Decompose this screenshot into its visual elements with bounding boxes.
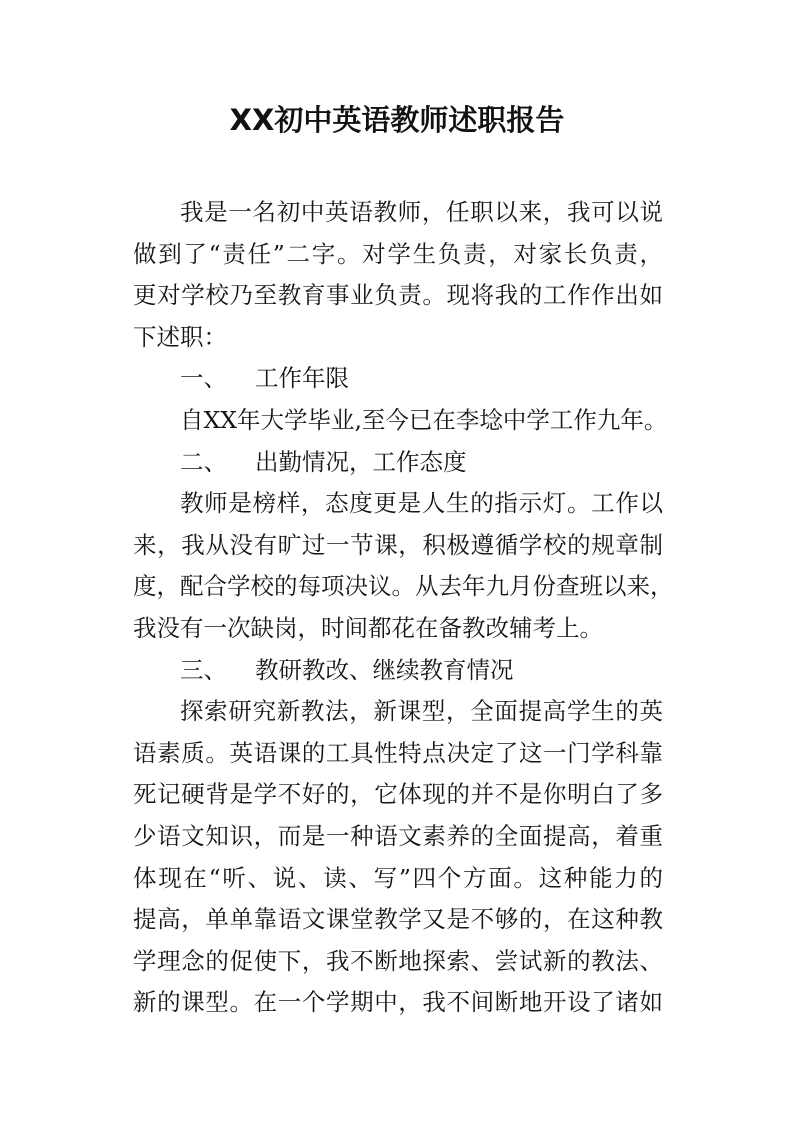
section-attendance [133, 442, 674, 650]
section-number: 一、 [180, 364, 227, 393]
section-heading-text: 教研教改、继续教育情况 [255, 655, 514, 684]
body-line: 死记硬背是学不好的，它体现的并不是你明白了多 [133, 780, 663, 809]
body-line: 探索研究新教法，新课型，全面提高学生的英 [180, 697, 663, 726]
body-line: 学理念的促使下，我不断地探索、尝试新的教法、 [133, 946, 663, 975]
body-line: 更对学校乃至教育事业负责。现将我的工作作出如 [133, 281, 663, 310]
body-line: 来，我从没有旷过一节课，积极遵循学校的规章制 [133, 530, 663, 559]
body-line: 下述职： [133, 322, 227, 351]
section-heading [133, 442, 663, 484]
document-title: XX初中英语教师述职报告 [229, 103, 565, 137]
body-line: 度，配合学校的每项决议。从去年九月份查班以来， [133, 572, 674, 601]
section-heading-text: 出勤情况，工作态度 [255, 447, 467, 476]
section-work-years [133, 358, 668, 441]
body-line: 语素质。英语课的工具性特点决定了这一门学科靠 [133, 738, 663, 767]
section-heading [133, 650, 663, 692]
section-number: 三、 [180, 655, 227, 684]
body-line: 做到了“责任”二字。对学生负责，对家长负责， [133, 239, 663, 268]
body-line: 体现在“听、说、读、写”四个方面。这种能力的 [133, 863, 663, 892]
body-line: 我是一名初中英语教师，任职以来，我可以说 [180, 198, 663, 226]
body-line: 新的课型。在一个学期中，我不间断地开设了诸如 [133, 988, 663, 1017]
section-teaching-research [133, 650, 663, 1024]
body-line: 少语文知识，而是一种语文素养的全面提高，着重 [133, 821, 663, 850]
section-number: 二、 [180, 447, 227, 476]
document-body [133, 192, 674, 1024]
body-line: 自XX年大学毕业,至今已在李埝中学工作九年。 [180, 405, 668, 434]
body-line: 我没有一次缺岗，时间都花在备教改辅考上。 [133, 613, 603, 642]
body-line: 提高，单单靠语文课堂教学又是不够的，在这种教 [133, 905, 663, 934]
intro-paragraph [133, 192, 663, 358]
body-line: 教师是榜样，态度更是人生的指示灯。工作以 [180, 489, 663, 518]
section-heading-text: 工作年限 [255, 364, 349, 393]
section-heading [133, 358, 663, 400]
